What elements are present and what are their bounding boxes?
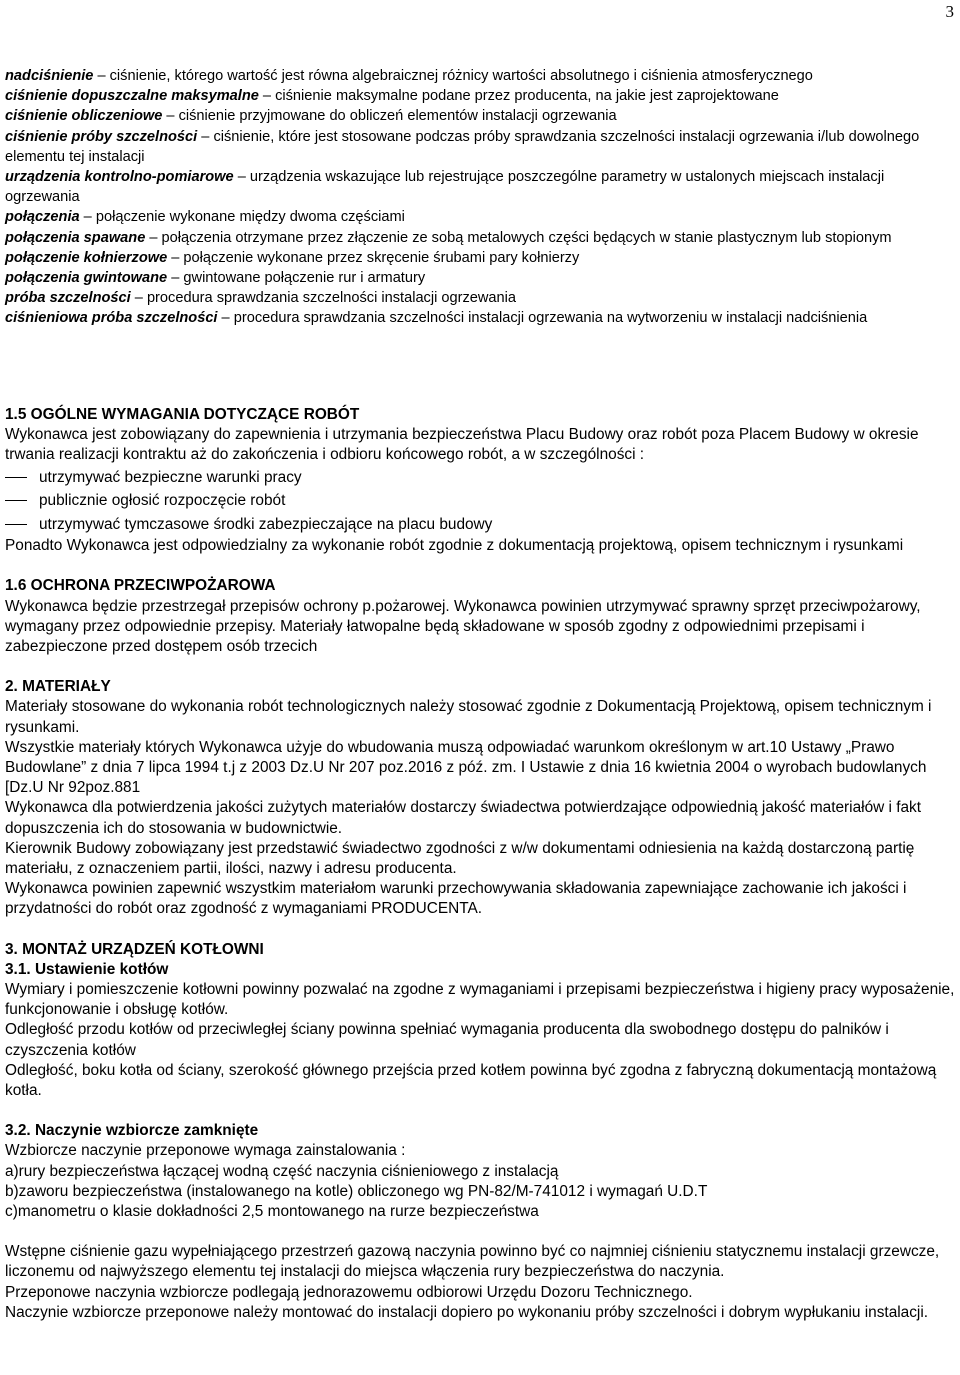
spacer (5, 920, 957, 940)
section-paragraph: Przeponowe naczynia wzbiorcze podlegają jednorazowemu odbiorowi Urzędu Dozoru Technicznego. (5, 1283, 693, 1301)
section-paragraph: Wszystkie materiały których Wykonawca użyje do wbudowania muszą odpowiadać warunkom określonym w art.10 Ustawy „Prawo Budowlane” z dnia 7 lipca 1994 t.j z 2003 Dz.U Nr 207 poz.2016 z póź. zm. I Ustawie z dnia 16 kwietnia 2004 o wyrobach budowlanych [Dz.U Nr 92poz.881 (5, 738, 927, 797)
section-line: c)manometru o klasie dokładności 2,5 montowanego na rurze bezpieczeństwa (5, 1203, 539, 1220)
section-heading-3: 3. MONTAŻ URZĄDZEŃ KOTŁOWNI (5, 940, 264, 958)
definition-text: – gwintowane połączenie rur i armatury (167, 270, 426, 287)
definition-term: próba szczelności (5, 290, 131, 307)
section-line: Wzbiorcze naczynie przeponowe wymaga zainstalowania : (5, 1142, 406, 1160)
definition-item (5, 228, 955, 248)
definition-term: połączenia gwintowane (5, 270, 168, 287)
definition-term: połączenia (5, 209, 80, 226)
definition-text: – ciśnienie przyjmowane do obliczeń elementów instalacji ogrzewania (162, 108, 617, 125)
definition-item (5, 308, 955, 328)
section-heading-1-6: 1.6 OCHRONA PRZECIWPOŻAROWA (5, 577, 276, 595)
definition-text: – procedura sprawdzania szczelności instalacji ogrzewania na wytworzeniu w instalacji nadciśnienia (217, 310, 868, 327)
section-paragraph: Materiały stosowane do wykonania robót technologicznych należy stosować zgodnie z Dokumentacją Projektową, opisem technicznym i rysunkami. (5, 698, 932, 736)
section-heading-2: 2. MATERIAŁY (5, 678, 111, 696)
definition-item (5, 268, 955, 288)
section-paragraph: Wykonawca powinien zapewnić wszystkim materiałom warunki przechowywania składowania zapewniające zachowanie ich jakości i przydatności do robót oraz zgodność z wymaganiami PRODUCENTA. (5, 880, 907, 918)
dash-bullet-icon (5, 500, 27, 501)
section-paragraph: Wykonawca dla potwierdzenia jakości zużytych materiałów dostarczy świadectwa potwierdzające odpowiednią jakość materiałów i fakt dopuszczenia ich do stosowania w budownictwie. (5, 799, 922, 837)
subsection-heading-3-2: 3.2. Naczynie wzbiorcze zamknięte (5, 1122, 259, 1140)
subsection-heading-3-1: 3.1. Ustawienie kotłów (5, 960, 169, 978)
requirements-list (5, 466, 957, 537)
definition-term: ciśnienie obliczeniowe (5, 108, 163, 125)
section-heading-1-5: 1.5 OGÓLNE WYMAGANIA DOTYCZĄCE ROBÓT (5, 406, 360, 423)
list-item (5, 466, 957, 490)
definition-term: nadciśnienie (5, 68, 94, 84)
definition-item (5, 106, 955, 126)
definition-term: ciśnienie próby szczelności (5, 128, 198, 145)
section-paragraph: Wykonawca będzie przestrzegał przepisów ochrony p.pożarowej. Wykonawca powinien utrzymywać sprawny sprzęt przeciwpożarowy, wymagany przez odpowiednie przepisy. Materiały łatwopalne będą składowane w sposób zgodny z odpowiednimi przepisami i zabezpieczone przed dostępem osób trzecich (5, 597, 921, 655)
section-paragraph: Odległość, boku kotła od ściany, szerokość głównego przejścia przed kotłem powinna być zgodna z fabryczną dokumentacją montażową kotła. (5, 1061, 937, 1099)
list-item-text: publicznie ogłosić rozpoczęcie robót (39, 492, 286, 510)
definition-text: – procedura sprawdzania szczelności instalacji ogrzewania (130, 290, 517, 307)
spacer (5, 1101, 957, 1121)
definition-text: – połączenie wykonane przez skręcenie śrubami pary kołnierzy (167, 249, 580, 266)
definition-term: ciśnieniowa próba szczelności (5, 310, 218, 327)
list-item (5, 513, 957, 537)
list-item-text: utrzymywać tymczasowe środki zabezpieczające na placu budowy (39, 515, 493, 533)
definition-text: – połączenie wykonane między dwoma częściami (79, 209, 405, 226)
definition-term: połączenie kołnierzowe (5, 249, 168, 266)
definition-item (5, 86, 955, 106)
section-paragraph: Kierownik Budowy zobowiązany jest przedstawić świadectwo zgodności z w/w dokumentami odniesienia na każdą dostarczoną partię materiału, z oznaczeniem partii, ilości, nazwy i adresu producenta. (5, 839, 915, 877)
definition-item (5, 248, 955, 268)
definitions-list (5, 66, 955, 329)
definition-term: ciśnienie dopuszczalne maksymalne (5, 88, 259, 105)
main-content (5, 405, 957, 1323)
section-paragraph: Ponadto Wykonawca jest odpowiedzialny za wykonanie robót zgodnie z dokumentacją projektową, opisem technicznym i rysunkami (5, 537, 904, 555)
definition-text: – ciśnienie maksymalne podane przez producenta, na jakie jest zaprojektowane (258, 88, 779, 105)
spacer (5, 657, 957, 677)
definition-item (5, 207, 955, 227)
definition-term: urządzenia kontrolno-pomiarowe (5, 169, 234, 186)
section-line: b)zaworu bezpieczeństwa (instalowanego na kotle) obliczonego wg PN-82/M-741012 i wymagań U.D.T (5, 1182, 708, 1200)
definition-term: połączenia spawane (5, 229, 146, 246)
section-line: a)rury bezpieczeństwa łączącej wodną część naczynia ciśnieniowego z instalacją (5, 1162, 559, 1180)
definition-item (5, 127, 955, 167)
section-paragraph: Wykonawca jest zobowiązany do zapewnienia i utrzymania bezpieczeństwa Placu Budowy oraz robót poza Placem Budowy w okresie trwania realizacji kontraktu aż do zakończenia i odbioru końcowego robót, a w szczególności : (5, 426, 919, 464)
dash-bullet-icon (5, 477, 27, 478)
definition-text: – ciśnienie, które jest stosowane podczas próby sprawdzania szczelności instalacji ogrzewania i/lub dowolnego elementu tej instalacji (5, 128, 920, 165)
spacer (5, 1222, 957, 1242)
section-paragraph: Odległość przodu kotłów od przeciwległej ściany powinna spełniać wymagania producenta dla swobodnego dostępu do palników i czyszczenia kotłów (5, 1021, 889, 1059)
list-item (5, 489, 957, 513)
dash-bullet-icon (5, 524, 27, 525)
section-paragraph: Wymiary i pomieszczenie kotłowni powinny pozwalać na zgodne z wymaganiami i przepisami bezpieczeństwa i higieny pracy wyposażenie, funkcjonowanie i obsługę kotłów. (5, 980, 955, 1019)
page-number: 3 (945, 2, 954, 21)
section-paragraph: Naczynie wzbiorcze przeponowe należy montować do instalacji dopiero po wykonaniu próby szczelności i dobrym wypłukaniu instalacji. (5, 1303, 929, 1321)
spacer (5, 556, 957, 576)
definition-item (5, 167, 955, 207)
definition-text: – urządzenia wskazujące lub rejestrujące poszczególne parametry w ustalonych miejscach instalacji ogrzewania (5, 169, 885, 206)
definition-text: – ciśnienie, którego wartość jest równa algebraicznej różnicy wartości absolutnego i ciśnienia atmosferycznego (93, 68, 813, 84)
definition-text: – połączenia otrzymane przez złączenie ze sobą metalowych części będących w stanie plastycznym lub stopionym (145, 229, 892, 246)
list-item-text: utrzymywać bezpieczne warunki pracy (39, 468, 302, 486)
definition-item (5, 288, 955, 308)
section-paragraph: Wstępne ciśnienie gazu wypełniającego przestrzeń gazową naczynia powinno być co najmniej ciśnieniu statycznemu instalacji grzewcze, liczonemu od najwyższego elementu tej instalacji do miejsca włączenia rury bezpieczeństwa do naczynia. (5, 1243, 940, 1281)
definition-item (5, 66, 955, 86)
